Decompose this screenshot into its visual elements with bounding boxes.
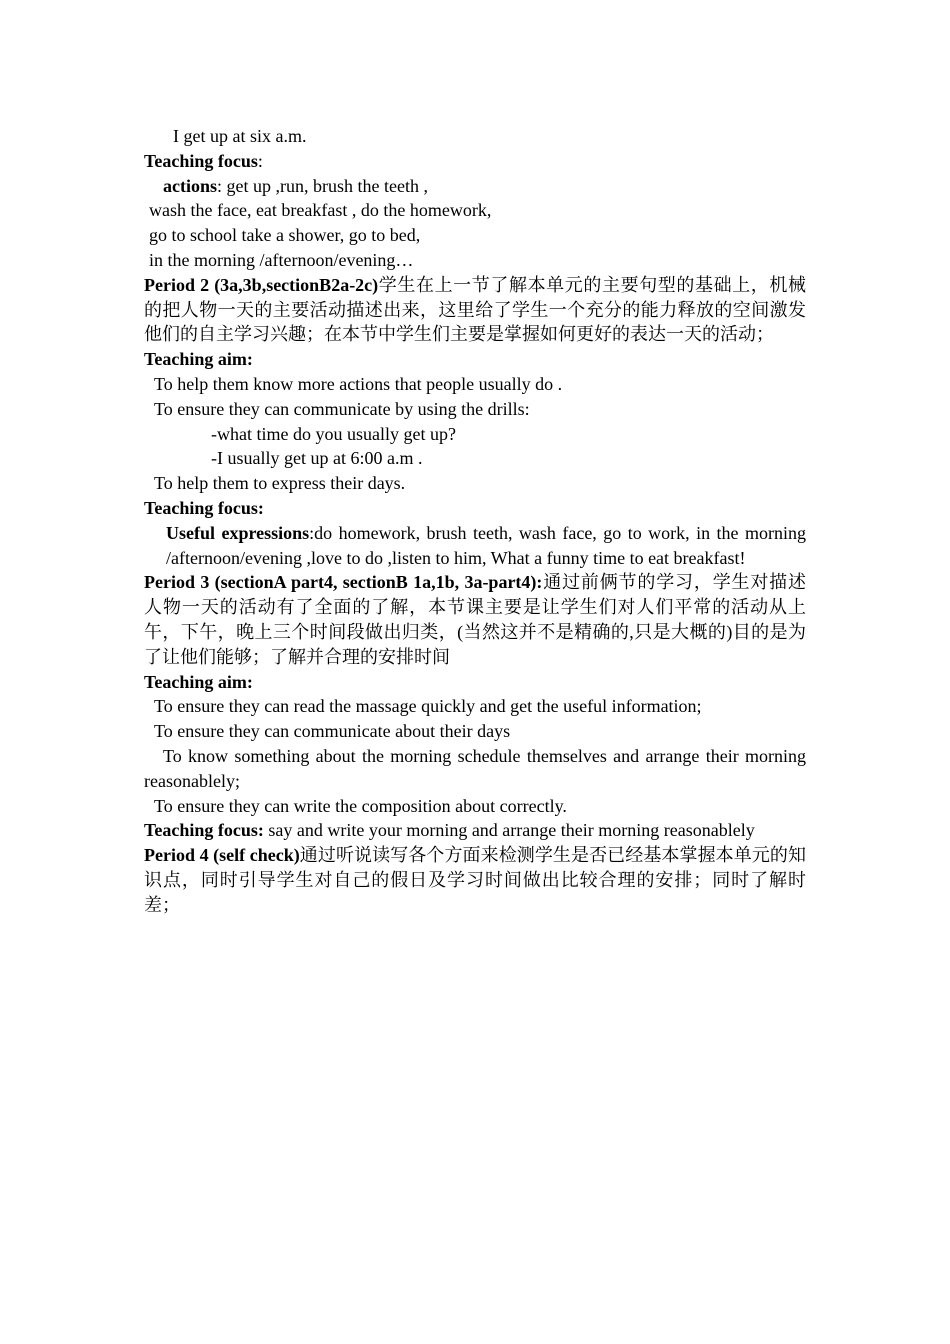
period3-aim-4: To ensure they can write the composition about correctly. bbox=[154, 795, 567, 816]
period3-title: Period 3 (sectionA part4, sectionB 1a,1b, 3a-part4): bbox=[144, 572, 543, 593]
period3-aim-1: To ensure they can read the massage quickly and get the useful information; bbox=[154, 696, 702, 717]
period3-paragraph bbox=[144, 570, 806, 669]
period3-aim-label: Teaching aim: bbox=[144, 671, 253, 692]
period2-drill-1: -what time do you usually get up? bbox=[211, 423, 456, 444]
period2-description: 学生在上一节了解本单元的主要句型的基础上，机械的把人物一天的主要活动描述出来，这里给了学生一个充分的能力释放的空间激发他们的自主学习兴趣；在本节中学生们主要是掌握如何更好的表达一天的活动； bbox=[144, 274, 806, 345]
period2-aim-label: Teaching aim: bbox=[144, 349, 253, 370]
period3-aim-3: To know something about the morning schedule themselves and arrange their morning reasonablely; bbox=[144, 745, 806, 791]
actions-text: : get up ,run, brush the teeth , bbox=[217, 175, 428, 196]
period3-focus-text: say and write your morning and arrange their morning reasonablely bbox=[268, 820, 755, 841]
useful-expressions-text: :do homework, brush teeth, wash face, go to work, in the morning /afternoon/evening ,love to do ,listen to him, What a funny time to eat breakfast! bbox=[166, 522, 806, 568]
actions-line-2: wash the face, eat breakfast , do the homework, bbox=[149, 200, 492, 221]
actions-line-3: go to school take a shower, go to bed, bbox=[149, 225, 421, 246]
period2-focus-label: Teaching focus: bbox=[144, 497, 264, 518]
period4-description: 通过听说读写各个方面来检测学生是否已经基本掌握本单元的知识点，同时引导学生对自己的假日及学习时间做出比较合理的安排；同时了解时差； bbox=[144, 845, 807, 915]
period3-aim-heading bbox=[144, 670, 806, 695]
period3-focus-label: Teaching focus: bbox=[144, 820, 264, 841]
teaching-focus-colon: : bbox=[257, 150, 263, 171]
teaching-focus-heading bbox=[144, 149, 806, 174]
useful-expressions-label: Useful expressions bbox=[166, 522, 310, 543]
document-page bbox=[144, 124, 806, 918]
period3-aim-2: To ensure they can communicate about their days bbox=[154, 721, 511, 742]
period2-aim-1: To help them know more actions that people usually do . bbox=[154, 373, 563, 394]
period2-useful-expressions bbox=[144, 521, 806, 571]
period2-title: Period 2 (3a,3b,sectionB2a-2c) bbox=[144, 274, 379, 295]
line-get-up: I get up at six a.m. bbox=[173, 126, 307, 146]
period2-focus-heading bbox=[144, 496, 806, 521]
actions-label: actions bbox=[163, 175, 217, 196]
period2-drill-2: -I usually get up at 6:00 a.m . bbox=[211, 448, 423, 469]
period3-description: 通过前俩节的学习，学生对描述人物一天的活动有了全面的了解，本节课主要是让学生们对人们平常的活动从上午，下午，晚上三个时间段做出归类，(当然这并不是精确的,只是大概的)目的是为了让他们能够；了解并合理的安排时间 bbox=[144, 572, 807, 667]
period2-paragraph bbox=[144, 273, 806, 347]
teaching-focus-label: Teaching focus bbox=[144, 150, 258, 171]
period4-paragraph bbox=[144, 843, 806, 917]
period2-aim-3: To help them to express their days. bbox=[154, 473, 406, 494]
actions-line bbox=[144, 174, 806, 199]
period2-aim-heading bbox=[144, 347, 806, 372]
period2-aim-2: To ensure they can communicate by using the drills: bbox=[154, 398, 530, 419]
period4-title: Period 4 (self check) bbox=[144, 845, 300, 866]
period3-focus-line bbox=[144, 818, 806, 843]
actions-line-4: in the morning /afternoon/evening… bbox=[149, 249, 414, 270]
